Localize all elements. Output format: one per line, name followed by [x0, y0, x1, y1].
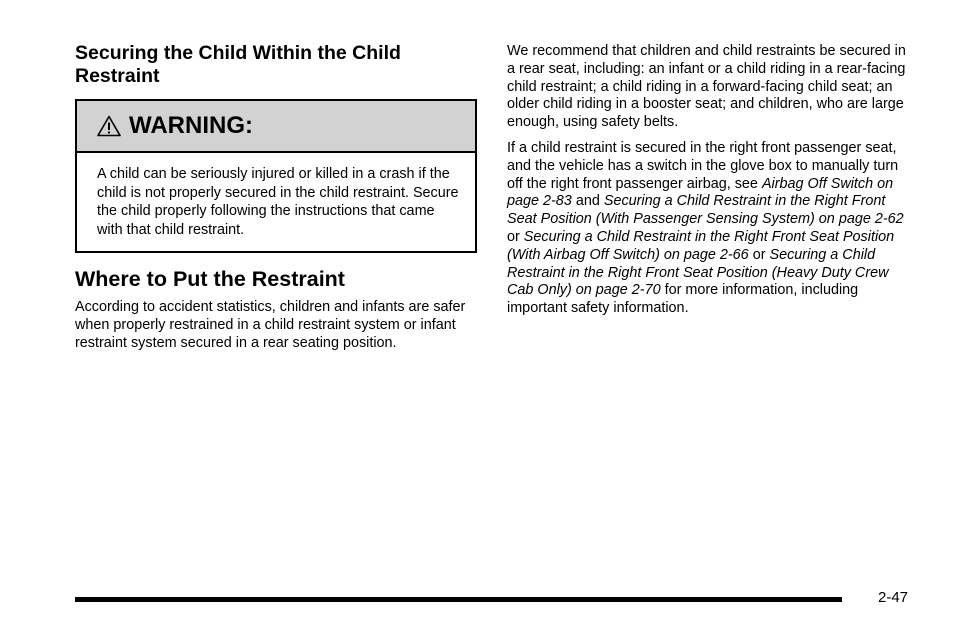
join-text: and: [571, 193, 604, 210]
section-heading: Securing the Child Within the Child Restraint: [75, 42, 401, 87]
right-column: [507, 43, 909, 318]
warning-box: [75, 99, 477, 253]
subsection-heading: Where to Put the Restraint: [75, 267, 345, 291]
recommendation-paragraph: We recommend that children and child restraints be secured in a rear seat, including: an infant or a child riding in a rear-facing child restraint; a child riding in a forward-facing child seat; an older child riding in a booster seat; and children, who are large enough, using safety belts.: [507, 43, 906, 131]
warning-header: [77, 101, 475, 153]
warning-body: A child can be seriously injured or killed in a crash if the child is not properly secured in the child restraint. Secure the child properly following the instructions that came with that child restraint.: [97, 166, 459, 238]
left-column: [75, 42, 477, 352]
page-number: 2-47: [878, 589, 909, 606]
footer-rule: [75, 597, 842, 602]
xref-airbag-off-switch[interactable]: Airbag Off Switch on page 2-83: [507, 175, 894, 210]
xref-passenger-sensing[interactable]: Securing a Child Restraint in the Right Front Seat Position (With Passenger Sensing System) on page 2-62: [507, 193, 904, 228]
front-seat-intro: If a child restraint is secured in the right front passenger seat, and the vehicle has a switch in the glove box to manually turn off the right front passenger airbag, see: [507, 139, 899, 192]
xref-heavy-duty-crew-cab[interactable]: Securing a Child Restraint in the Right Front Seat Position (Heavy Duty Crew Cab Only) on page 2-70: [507, 246, 889, 299]
warning-triangle-icon: [97, 115, 121, 137]
xref-airbag-off-switch-position[interactable]: Securing a Child Restraint in the Right Front Seat Position (With Airbag Off Switch) on page 2-66: [507, 228, 895, 263]
restraint-paragraph: According to accident statistics, children and infants are safer when properly restrained in a child restraint system or infant restraint system secured in a rear seating position.: [75, 299, 466, 351]
join-text: or: [507, 228, 524, 245]
front-seat-outro: for more information, including important safety information.: [507, 282, 859, 317]
front-seat-paragraph: [507, 140, 909, 318]
warning-title: WARNING:: [129, 112, 253, 139]
join-text: or: [748, 246, 770, 263]
